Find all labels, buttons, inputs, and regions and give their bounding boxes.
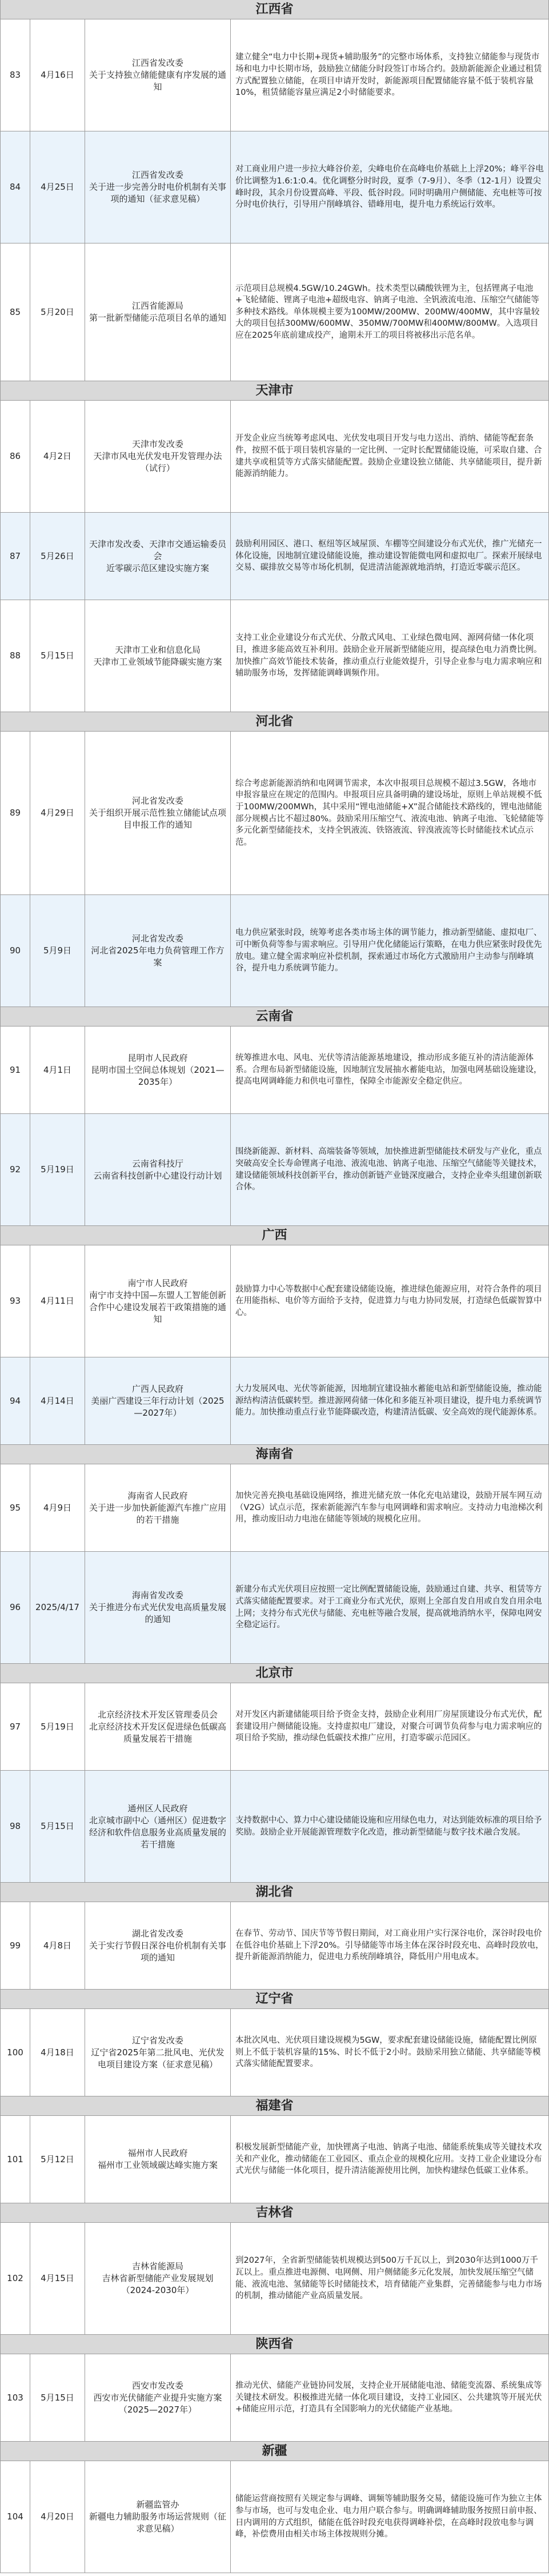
row-number: 103 xyxy=(1,2354,30,2441)
row-number: 87 xyxy=(1,513,30,600)
table-row xyxy=(0,19,549,131)
row-policy-title: 江西省能源局 第一批新型储能示范项目名单的通知 xyxy=(85,243,231,381)
row-content: 在春节、劳动节、国庆节等节假日期间，对工商业用户实行深谷电价，深谷时段电价在低谷电价基础上下浮20%。引导储能等市场主体在深谷时段充电、高峰时段放电，提升新能源消纳能力，促进电力系统削峰填谷，降低用户用电成本。 xyxy=(235,1929,544,1962)
row-date: 4月25日 xyxy=(30,131,85,243)
row-number: 89 xyxy=(1,732,30,894)
row-policy-title: 新疆监管办 新疆电力辅助服务市场运营规则（征求意见稿） xyxy=(85,2461,231,2573)
row-policy-title: 广西人民政府 美丽广西建设三年行动计划（2025—2027年） xyxy=(85,1357,231,1444)
row-content: 电力供应紧张时段，统筹考虑各类市场主体的调节能力，推动新型储能、虚拟电厂、可中断负荷等参与需求响应。引导用户优化储能运行策略，在电力供应紧张时段优先放电。建立健全需求响应补偿机制，探索通过市场化方式激励用户主动参与削峰填谷，提升电力系统调节能力。 xyxy=(235,928,542,973)
table-row xyxy=(0,2461,549,2573)
province-group xyxy=(0,1902,549,1990)
row-date: 5月15日 xyxy=(30,2354,85,2441)
province-header: 陕西省 xyxy=(0,2335,549,2354)
row-policy-title: 云南省科技厅 云南省科技创新中心建设行动计划 xyxy=(85,1114,231,1225)
row-policy-title: 福州市人民政府 福州市工业领域碳达峰实施方案 xyxy=(85,2116,231,2203)
province-header: 新疆 xyxy=(0,2442,549,2461)
row-date: 4月15日 xyxy=(30,2223,85,2334)
row-policy-title: 天津市发改委、天津市交通运输委员会 近零碳示范区建设实施方案 xyxy=(85,513,231,600)
row-date: 4月9日 xyxy=(30,1464,85,1551)
row-policy-title: 河北省发改委 河北省2025年电力负荷管理工作方案 xyxy=(85,895,231,1007)
province-header: 天津市 xyxy=(0,381,549,401)
row-number: 93 xyxy=(1,1245,30,1357)
table-row xyxy=(0,1027,549,1114)
table-row xyxy=(0,1902,549,1990)
table-row xyxy=(0,131,549,243)
row-content: 新建分布式光伏项目应按照一定比例配置储能设施，鼓励通过自建、共享、租赁等方式落实储能配置要求。对于工商业分布式光伏，原则上全部自发自用或自发自用余电上网；支持分布式光伏与储能、充电桩等融合发展，提高就地消纳水平，保障电网安全稳定运行。 xyxy=(235,1585,542,1630)
table-row xyxy=(0,401,549,513)
row-policy-title: 天津市工业和信息化局 天津市工业领域节能降碳实施方案 xyxy=(85,600,231,712)
row-number: 99 xyxy=(1,1902,30,1989)
table-row xyxy=(0,2009,549,2096)
row-policy-title: 辽宁省发改委 辽宁省2025年第二批风电、光伏发电项目建设方案（征求意见稿） xyxy=(85,2009,231,2096)
province-group xyxy=(0,2223,549,2335)
row-date: 5月19日 xyxy=(30,1683,85,1770)
row-number: 86 xyxy=(1,401,30,512)
province-header: 海南省 xyxy=(0,1445,549,1464)
province-header: 吉林省 xyxy=(0,2203,549,2223)
province-group xyxy=(0,1027,549,1226)
row-policy-title: 吉林省能源局 吉林省新型储能产业发展规划（2024-2030年） xyxy=(85,2223,231,2334)
table-row xyxy=(0,2354,549,2442)
province-header: 广西 xyxy=(0,1226,549,1245)
table-row xyxy=(0,1357,549,1445)
row-content: 加快完善充换电基础设施网络，推进光储充放一体化充电站建设，鼓励开展车网互动（V2G）试点示范，探索新能源汽车参与电网调峰和需求响应。支持动力电池梯次利用，推动废旧动力电池在储能等领域的规模化应用。 xyxy=(235,1491,543,1524)
table-row xyxy=(0,600,549,712)
row-policy-title: 昆明市人民政府 昆明市国土空间总体规划（2021—2035年） xyxy=(85,1027,231,1113)
row-date: 5月26日 xyxy=(30,513,85,600)
province-group xyxy=(0,1245,549,1445)
province-group xyxy=(0,1464,549,1664)
table-row xyxy=(0,2116,549,2203)
province-header: 云南省 xyxy=(0,1007,549,1027)
row-content: 到2027年，全省新型储能装机规模达到500万千瓦以上，到2030年达到1000万千瓦以上。重点推进电源侧、电网侧、用户侧储能多元化发展，加快发展压缩空气储能、液流电池、氢储能等长时储能技术，培育储能产业集群，完善储能参与电力市场的机制，推动储能产业高质量发展。 xyxy=(235,2256,542,2301)
row-policy-title: 河北省发改委 关于组织开展示范性独立储能试点项目申报工作的通知 xyxy=(85,732,231,894)
province-header: 江西省 xyxy=(0,0,549,19)
table-row xyxy=(0,1683,549,1771)
row-number: 104 xyxy=(1,2461,30,2573)
row-number: 92 xyxy=(1,1114,30,1225)
row-date: 2025/4/17 xyxy=(30,1552,85,1663)
row-date: 4月1日 xyxy=(30,1027,85,1113)
row-date: 4月18日 xyxy=(30,2009,85,2096)
province-group xyxy=(0,1683,549,1883)
row-date: 4月16日 xyxy=(30,19,85,131)
table-row xyxy=(0,1114,549,1226)
table-row xyxy=(0,1552,549,1664)
row-number: 84 xyxy=(1,131,30,243)
row-number: 85 xyxy=(1,243,30,381)
table-row xyxy=(0,243,549,381)
row-content: 大力发展风电、光伏等新能源，因地制宜建设抽水蓄能电站和新型储能设施，推动能源结构清洁低碳转型。推进源网荷储一体化和多能互补项目建设，提升电力系统调节能力。加快推动重点行业节能降碳改造，构建清洁低碳、安全高效的现代能源体系。 xyxy=(235,1384,542,1417)
table-row xyxy=(0,513,549,600)
table-row xyxy=(0,732,549,895)
row-number: 83 xyxy=(1,19,30,131)
row-date: 5月20日 xyxy=(30,243,85,381)
row-date: 5月12日 xyxy=(30,2116,85,2203)
row-content: 积极发展新型储能产业，加快锂离子电池、钠离子电池、储能系统集成等关键技术攻关和产业化，推动储能在工业园区、重点企业的规模化应用。支持工业企业建设分布式光伏与储能一体化项目，提升清洁能源使用比例，加快构建绿色低碳工业体系。 xyxy=(235,2143,542,2176)
table-row xyxy=(0,1464,549,1552)
row-content: 建立健全“电力中长期+现货+辅助服务”的完整市场体系，支持独立储能参与现货市场和电力中长期市场，鼓励独立储能分时段签订市场合约。鼓励新能源企业通过租赁方式配置独立储能，在项目申请开发时，新能源项目配置储能容量不低于装机容量10%，租赁储能容量应满足2小时储能要求。 xyxy=(235,53,542,98)
row-policy-title: 天津市发改委 天津市风电光伏发电开发管理办法（试行） xyxy=(85,401,231,512)
province-header: 辽宁省 xyxy=(0,1990,549,2009)
province-group xyxy=(0,732,549,1007)
province-group xyxy=(0,19,549,381)
table-row xyxy=(0,1771,549,1883)
row-content: 鼓励算力中心等数据中心配套建设储能设施，推进绿色能源应用，对符合条件的项目在用能指标、电价等方面给予支持，促进算力与电力协同发展，打造绿色低碳智算中心。 xyxy=(235,1284,542,1317)
row-number: 91 xyxy=(1,1027,30,1113)
row-content: 开发企业应当统筹考虑风电、光伏发电项目开发与电力送出、消纳、储能等配套条件，按照不低于项目装机容量的一定比例、一定时长配置储能设施，可采取自建、合建共享或租赁等方式落实储能配置。鼓励企业建设独立储能、共享储能项目，提升新能源消纳能力。 xyxy=(235,434,542,479)
table-row xyxy=(0,1245,549,1357)
row-policy-title: 海南省人民政府 关于进一步加快新能源汽车推广应用的若干措施 xyxy=(85,1464,231,1551)
row-content: 储能运营商按照有关规定参与调峰、调频等辅助服务交易，储能设施可作为独立主体参与市场，也可与发电企业、电力用户联合参与。明确调峰辅助服务按照日前申报、日内调用的方式组织，储能在低谷时段充电获得调峰补偿，在高峰时段放电参与调峰，补偿费用由相关市场主体按规则分摊。 xyxy=(235,2494,542,2539)
province-group xyxy=(0,2354,549,2442)
row-content: 支持数据中心、算力中心建设储能设施和应用绿色电力，对达到能效标准的项目给予奖励。鼓励企业开展能源管理数字化改造，推动新型储能与数字技术融合发展。 xyxy=(235,1815,542,1837)
row-content: 支持工业企业建设分布式光伏、分散式风电、工业绿色微电网、源网荷储一体化项目，推进多能高效互补利用。鼓励企业开展新型储能应用，提高绿色电力消费比例。加快推广高效节能技术装备，推动重点行业能效提升，引导企业参与电力需求响应和辅助服务市场，发挥储能调峰调频作用。 xyxy=(235,633,542,678)
row-date: 4月8日 xyxy=(30,1902,85,1989)
row-content: 围绕新能源、新材料、高端装备等领域，加快推进新型储能技术研发与产业化，重点突破高安全长寿命锂离子电池、液流电池、钠离子电池、压缩空气储能等关键技术，建设储能领域科技创新平台，推动创新链产业链深度融合，支持企业牵头组建创新联合体。 xyxy=(235,1147,542,1192)
row-number: 101 xyxy=(1,2116,30,2203)
row-content: 统筹推进水电、风电、光伏等清洁能源基地建设，推动形成多能互补的清洁能源体系。合理布局新型储能设施，因地制宜发展抽水蓄能电站，加强电网基础设施建设，提高电网调峰能力和供电可靠性，保障全市能源安全稳定供应。 xyxy=(235,1053,542,1087)
row-policy-title: 江西省发改委 关于支持独立储能健康有序发展的通知 xyxy=(85,19,231,131)
row-date: 5月15日 xyxy=(30,600,85,712)
row-number: 97 xyxy=(1,1683,30,1770)
province-header: 湖北省 xyxy=(0,1883,549,1902)
row-date: 4月14日 xyxy=(30,1357,85,1444)
row-policy-title: 西安市发改委 西安市光伏储能产业提升实施方案（2025—2027年） xyxy=(85,2354,231,2441)
row-number: 100 xyxy=(1,2009,30,2096)
province-header: 北京市 xyxy=(0,1664,549,1683)
row-content: 示范项目总规模4.5GW/10.24GWh。技术类型以磷酸铁锂为主，包括锂离子电池+飞轮储能、锂离子电池+超级电容、钠离子电池、全钒液流电池、压缩空气储能等多种技术路线。单体规模主要为100MW/200MW、200MW/400MW，其中容量较大的项目包括300MW/600MW、350MW/700MW和400MW/800MW。入选项目应在2025年底前建成投产，逾期未开工的项目将被移出示范名单。 xyxy=(235,283,540,340)
row-number: 98 xyxy=(1,1771,30,1882)
row-date: 5月9日 xyxy=(30,895,85,1007)
row-policy-title: 湖北省发改委 关于实行节假日深谷电价机制有关事项的通知 xyxy=(85,1902,231,1989)
row-content: 对工商业用户进一步拉大峰谷价差，尖峰电价在高峰电价基础上上浮20%；峰平谷电价比调整为1.6:1:0.4。优化调整分时时段，夏季（7-9月）、冬季（12-1月）设置尖峰时段，其余月份设置高峰、平段、低谷时段。同时明确用户侧储能、充电桩等可按分时电价执行，引导用户削峰填谷、错峰用电，提升电力系统运行效率。 xyxy=(235,165,544,210)
row-number: 95 xyxy=(1,1464,30,1551)
row-policy-title: 北京经济技术开发区管理委员会 北京经济技术开发区促进绿色低碳高质量发展若干措施 xyxy=(85,1683,231,1770)
row-policy-title: 江西省发改委 关于进一步完善分时电价机制有关事项的通知（征求意见稿） xyxy=(85,131,231,243)
row-content: 推动光伏、储能产业链协同发展，支持企业开展储能电池、储能变流器、系统集成等关键技术研发。积极推进光储一体化项目建设，支持工业园区、公共建筑等开展光伏+储能应用示范，打造具有全国影响力的光伏储能产业基地。 xyxy=(235,2381,542,2414)
row-number: 90 xyxy=(1,895,30,1007)
province-group xyxy=(0,2116,549,2203)
row-content: 鼓励利用园区、港口、枢纽等区域屋顶、车棚等空间建设分布式光伏，推广光储充一体化设施，因地制宜建设储能设施，推动建设智能微电网和虚拟电厂。探索开展绿电交易、碳排放交易等市场化机制，促进清洁能源就地消纳，打造近零碳示范区。 xyxy=(235,540,542,573)
province-group xyxy=(0,401,549,712)
province-group xyxy=(0,2009,549,2096)
row-content: 综合考虑新能源消纳和电网调节需求，本次申报项目总规模不超过3.5GW，各地市申报容量应在规定的范围内。申报项目应具备明确的建设场址，原则上单站规模不低于100MW/200MWh，其中采用“锂电池储能+X”混合储能技术路线的，锂电池储能部分规模占比不超过80%。鼓励采用压缩空气、液流电池、钠离子电池、飞轮储能等多元化新型储能技术，支持全钒液流、铁铬液流、锌溴液流等长时储能技术试点示范。 xyxy=(235,778,544,847)
row-policy-title: 南宁市人民政府 南宁市支持中国—东盟人工智能创新合作中心建设发展若干政策措施的通知 xyxy=(85,1245,231,1357)
row-number: 102 xyxy=(1,2223,30,2334)
row-date: 4月2日 xyxy=(30,401,85,512)
row-number: 96 xyxy=(1,1552,30,1663)
table-row xyxy=(0,895,549,1007)
table-row xyxy=(0,2223,549,2335)
row-date: 4月20日 xyxy=(30,2461,85,2573)
row-date: 5月19日 xyxy=(30,1114,85,1225)
row-content: 本批次风电、光伏项目建设规模为5GW，要求配套建设储能设施，储能配置比例原则上不低于装机容量的15%、时长不低于2小时。鼓励采用独立储能、共享储能等模式落实储能配置要求。 xyxy=(235,2036,541,2069)
row-content: 对开发区内新建储能项目给予资金支持，鼓励企业利用厂房屋顶建设分布式光伏，配套建设用户侧储能设施。支持虚拟电厂建设，对聚合可调节负荷参与电力需求响应的项目给予奖励，推动绿色低碳技术推广应用，打造零碳示范园区。 xyxy=(235,1710,542,1743)
province-group xyxy=(0,2461,549,2573)
row-policy-title: 通州区人民政府 北京城市副中心（通州区）促进数字经济和软件信息服务业高质量发展的若干措施 xyxy=(85,1771,231,1882)
row-date: 5月15日 xyxy=(30,1771,85,1882)
row-date: 4月11日 xyxy=(30,1245,85,1357)
row-number: 94 xyxy=(1,1357,30,1444)
province-header: 河北省 xyxy=(0,712,549,732)
row-date: 4月29日 xyxy=(30,732,85,894)
row-number: 88 xyxy=(1,600,30,712)
row-policy-title: 海南省发改委 关于推进分布式光伏发电高质量发展的通知 xyxy=(85,1552,231,1663)
province-header: 福建省 xyxy=(0,2096,549,2116)
